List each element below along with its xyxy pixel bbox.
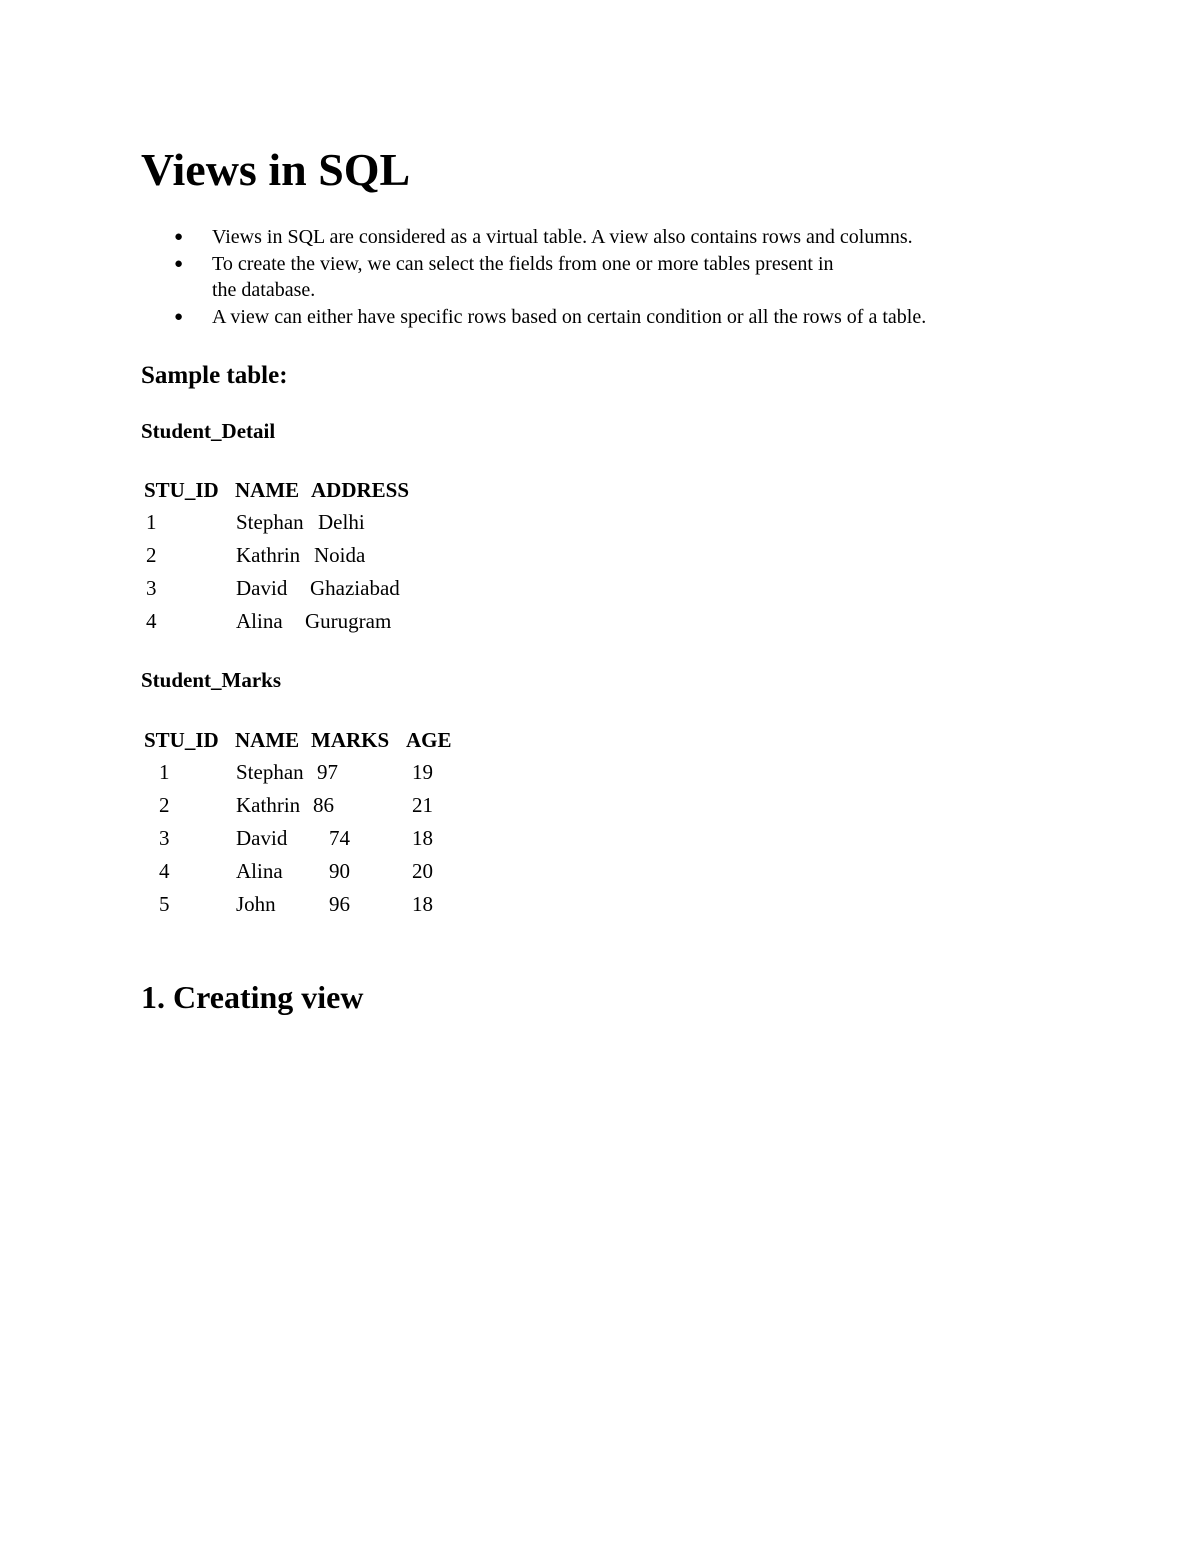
table-row bbox=[144, 607, 544, 635]
table-cell: 4 bbox=[146, 609, 157, 633]
bullet-item bbox=[141, 304, 1101, 330]
table-row bbox=[144, 890, 544, 918]
header-cell: MARKS bbox=[311, 728, 390, 752]
table-cell: 19 bbox=[412, 760, 433, 784]
section-heading-creating-view: 1. Creating view bbox=[141, 979, 364, 1015]
bullet-text: To create the view, we can select the fields from one or more tables present in bbox=[212, 253, 834, 275]
table-row bbox=[144, 574, 544, 602]
table-cell: 74 bbox=[329, 826, 350, 850]
intro-bullet-list bbox=[141, 224, 1101, 331]
table-cell: 5 bbox=[159, 892, 170, 916]
table-row bbox=[144, 508, 544, 536]
bullet-dot-icon: ● bbox=[174, 309, 184, 325]
table-cell: 97 bbox=[317, 760, 338, 784]
table-cell: 2 bbox=[159, 793, 170, 817]
table-cell: 21 bbox=[412, 793, 433, 817]
table-header-row bbox=[144, 726, 544, 754]
table-cell: Stephan bbox=[236, 510, 304, 534]
table-cell: Delhi bbox=[318, 510, 365, 534]
table-cell: 96 bbox=[329, 892, 350, 916]
table-header-row bbox=[144, 476, 544, 504]
table-cell: Noida bbox=[314, 543, 366, 567]
page-title: Views in SQL bbox=[141, 144, 411, 195]
table-cell: 90 bbox=[329, 859, 350, 883]
header-cell: NAME bbox=[235, 478, 300, 502]
table-cell: 20 bbox=[412, 859, 433, 883]
header-cell: AGE bbox=[406, 728, 452, 752]
bullet-text: Views in SQL are considered as a virtual table. A view also contains rows and columns. bbox=[212, 226, 913, 248]
table-cell: Stephan bbox=[236, 760, 304, 784]
table-cell: 3 bbox=[146, 576, 157, 600]
table-cell: David bbox=[236, 576, 288, 600]
bullet-text: A view can either have specific rows based on certain condition or all the rows of a table. bbox=[212, 306, 927, 328]
table-row bbox=[144, 857, 544, 885]
table-cell: 4 bbox=[159, 859, 170, 883]
table-cell: 3 bbox=[159, 826, 170, 850]
table-cell: 1 bbox=[159, 760, 170, 784]
bullet-text: the database. bbox=[212, 279, 316, 301]
table-cell: 18 bbox=[412, 892, 433, 916]
bullet-dot-icon: ● bbox=[174, 229, 184, 245]
student-marks-caption: Student_Marks bbox=[141, 668, 282, 692]
header-cell: NAME bbox=[235, 728, 300, 752]
table-cell: Kathrin bbox=[236, 793, 301, 817]
header-cell: STU_ID bbox=[144, 478, 219, 502]
table-cell: Ghaziabad bbox=[310, 576, 400, 600]
bullet-item bbox=[141, 224, 1101, 250]
bullet-dot-icon: ● bbox=[174, 256, 184, 272]
student-detail-caption: Student_Detail bbox=[141, 419, 276, 443]
student-detail-table bbox=[144, 476, 544, 633]
table-cell: Alina bbox=[236, 609, 283, 633]
bullet-item bbox=[141, 251, 1101, 303]
header-cell: STU_ID bbox=[144, 728, 219, 752]
table-row bbox=[144, 758, 544, 786]
table-cell: Kathrin bbox=[236, 543, 301, 567]
table-cell: 86 bbox=[313, 793, 334, 817]
sample-table-heading: Sample table: bbox=[141, 362, 288, 389]
table-cell: 18 bbox=[412, 826, 433, 850]
table-cell: John bbox=[236, 892, 276, 916]
header-cell: ADDRESS bbox=[311, 478, 410, 502]
table-cell: Alina bbox=[236, 859, 283, 883]
table-row bbox=[144, 541, 544, 569]
table-row bbox=[144, 824, 544, 852]
table-cell: 1 bbox=[146, 510, 157, 534]
table-row bbox=[144, 791, 544, 819]
table-cell: David bbox=[236, 826, 288, 850]
table-cell: 2 bbox=[146, 543, 157, 567]
table-cell: Gurugram bbox=[305, 609, 392, 633]
student-marks-table bbox=[144, 726, 544, 916]
